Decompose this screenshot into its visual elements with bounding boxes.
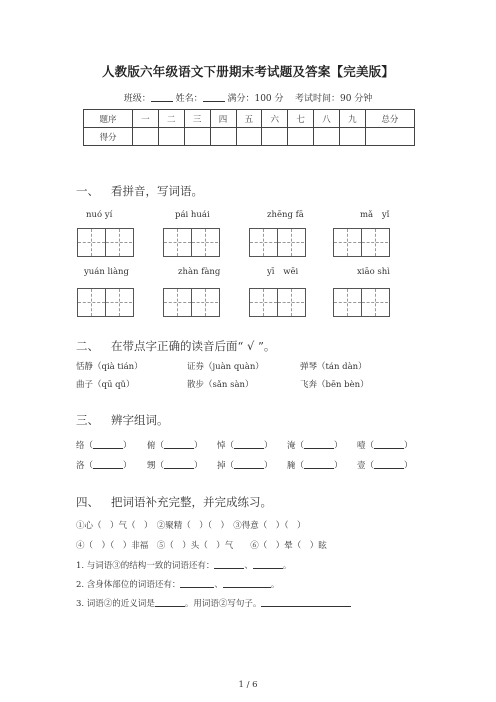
question-1[interactable]: 1. 与词语③的结构一致的词语还有： 、 。: [76, 561, 292, 571]
page-number: 1 / 6: [238, 680, 258, 690]
section-title: 看拼音，写词语。: [111, 184, 203, 198]
score-header-cell: 九: [340, 110, 366, 128]
score-cell[interactable]: [288, 128, 314, 146]
word-group-item[interactable]: 络（ ）: [76, 441, 132, 451]
section-number: 一、: [76, 184, 99, 198]
pinyin: xiāo shì: [357, 267, 390, 277]
class-blank[interactable]: [151, 92, 173, 102]
idiom-fill-row[interactable]: ①心（ ）气（ ） ②聚精（ ）（ ） ③得意（ ）（ ）: [76, 521, 306, 531]
section-number: 四、: [76, 495, 99, 509]
score-header-cell: 八: [314, 110, 340, 128]
idiom-fill-row[interactable]: ④（ ）（ ）非福 ⑤（ ）头（ ）气 ⑥（ ）晕（ ）眩: [76, 541, 327, 551]
writing-grid[interactable]: [77, 228, 134, 257]
writing-grid[interactable]: [163, 288, 220, 317]
section-2-heading: [76, 338, 275, 354]
score-cell[interactable]: [133, 128, 159, 146]
pinyin: mǎ yǐ: [360, 210, 390, 220]
pron-item[interactable]: 曲子（qū qǔ）: [76, 380, 135, 390]
question-3[interactable]: 3. 词语②的近义词是 。用词语②写句子。: [76, 597, 351, 609]
score-cell[interactable]: [236, 128, 262, 146]
score-header-cell: 六: [262, 110, 288, 128]
word-group-item[interactable]: 俯（ ）: [147, 441, 203, 451]
pinyin: yuán liàng: [84, 267, 129, 277]
word-group-item[interactable]: 悼（ ）: [217, 441, 273, 451]
pron-item[interactable]: 散步（sǎn sàn）: [187, 380, 254, 390]
pinyin: pái huái: [175, 210, 210, 220]
section-title: 把词语补充完整，并完成练习。: [111, 495, 272, 509]
pinyin: nuó yí: [86, 210, 113, 220]
section-number: 三、: [76, 413, 99, 427]
name-label: 姓名：: [175, 94, 203, 104]
score-row-label: 得分: [84, 128, 133, 146]
score-header-cell: 题序: [84, 110, 133, 128]
writing-grid[interactable]: [77, 288, 134, 317]
page-title: 人教版六年级语文下册期末考试题及答案【完美版】: [101, 64, 395, 79]
score-header-cell: 七: [288, 110, 314, 128]
score-value-row: [84, 128, 415, 146]
writing-grid[interactable]: [333, 288, 390, 317]
writing-grid[interactable]: [163, 228, 220, 257]
pron-item[interactable]: 证券（juàn quàn）: [187, 362, 264, 372]
word-group-item[interactable]: 淹（ ）: [287, 441, 343, 451]
score-header-cell: 五: [236, 110, 262, 128]
score-cell[interactable]: [262, 128, 288, 146]
score-header-cell: 三: [184, 110, 210, 128]
writing-grid[interactable]: [249, 288, 306, 317]
section-title: 在带点字正确的读音后面“ √ ”。: [111, 339, 276, 353]
writing-grid[interactable]: [249, 228, 306, 257]
pinyin: zhàn fàng: [178, 267, 221, 277]
section-1-heading: [76, 183, 203, 199]
word-group-item[interactable]: 壹（ ）: [357, 461, 413, 471]
score-header-cell: 四: [210, 110, 236, 128]
name-blank[interactable]: [203, 92, 225, 102]
pinyin: zhēng fā: [267, 210, 304, 220]
pron-item[interactable]: 飞奔（bēn bèn）: [300, 380, 369, 390]
word-group-item[interactable]: 掉（ ）: [217, 461, 273, 471]
score-cell[interactable]: [314, 128, 340, 146]
score-cell[interactable]: [340, 128, 366, 146]
pron-item[interactable]: 恬静（qià tián）: [76, 362, 143, 372]
score-table: [83, 109, 415, 146]
word-group-item[interactable]: 洛（ ）: [76, 461, 132, 471]
score-header-cell: 总分: [365, 110, 414, 128]
score-cell[interactable]: [184, 128, 210, 146]
section-title: 辨字组词。: [111, 413, 169, 427]
class-label: 班级：: [123, 94, 151, 104]
pron-item[interactable]: 弹琴（tán dàn）: [300, 362, 367, 372]
section-4-heading: [76, 494, 272, 510]
word-group-item[interactable]: 腌（ ）: [287, 461, 343, 471]
question-2[interactable]: 2. 含身体部位的词语还有： 、 。: [76, 580, 280, 590]
writing-grid[interactable]: [333, 228, 390, 257]
score-header-row: [84, 110, 415, 128]
score-header-cell: 二: [158, 110, 184, 128]
section-number: 二、: [76, 339, 99, 353]
score-cell[interactable]: [210, 128, 236, 146]
word-group-item[interactable]: 甥（ ）: [147, 461, 203, 471]
score-cell[interactable]: [365, 128, 414, 146]
score-header-cell: 一: [133, 110, 159, 128]
pinyin: yī wēi: [267, 267, 299, 277]
section-3-heading: [76, 412, 169, 428]
full-score: 满分：100 分: [227, 94, 284, 104]
exam-info: [0, 91, 496, 104]
score-cell[interactable]: [158, 128, 184, 146]
word-group-item[interactable]: 噎（ ）: [357, 441, 413, 451]
exam-time: 考试时间：90 分钟: [294, 94, 373, 104]
